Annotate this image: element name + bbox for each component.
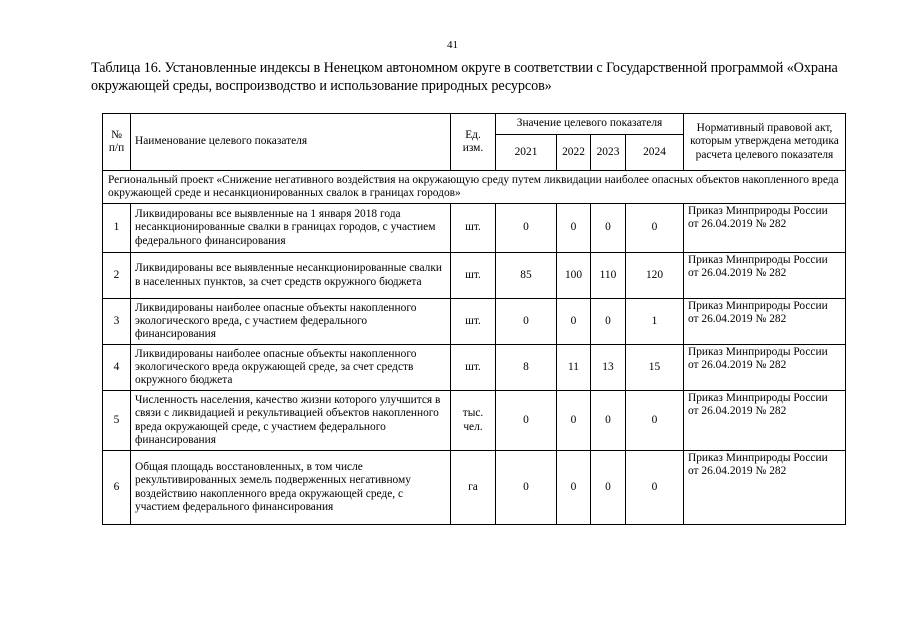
header-year: 2024 (626, 135, 684, 171)
table-row (103, 204, 846, 253)
indicator-name: Численность населения, качество жизни которого улучшится в связи с ликвидацией и рекультивацией объектов накопленного вреда окружающей среде, с участием федерального финансирования (131, 391, 451, 451)
value-2021: 0 (496, 299, 557, 345)
value-2023: 110 (591, 253, 626, 299)
value-2024: 1 (626, 299, 684, 345)
unit-cell: га (451, 451, 496, 525)
header-year: 2021 (496, 135, 557, 171)
row-number: 4 (103, 345, 131, 391)
value-2021: 0 (496, 391, 557, 451)
header-values-group: Значение целевого показателя (496, 114, 684, 135)
value-2024: 0 (626, 204, 684, 253)
header-num: № п/п (103, 114, 131, 171)
section-title: Региональный проект «Снижение негативного воздействия на окружающую среду путем ликвидации наиболее опасных объектов накопленного вреда окружающей среде и несанкционированных свалок в границах городов» (103, 171, 846, 204)
indicator-name: Общая площадь восстановленных, в том числе рекультивированных земель подверженных негативному воздействию накопленного вреда окружающей среде, с участием федерального финансирования (131, 451, 451, 525)
legal-act: Приказ Минприроды России от 26.04.2019 № 282 (684, 345, 846, 391)
unit-cell: шт. (451, 345, 496, 391)
value-2022: 11 (557, 345, 591, 391)
value-2021: 0 (496, 451, 557, 525)
table-row (103, 253, 846, 299)
value-2024: 0 (626, 451, 684, 525)
unit-cell: шт. (451, 204, 496, 253)
table-row (103, 391, 846, 451)
header-act: Нормативный правовой акт, которым утверждена методика расчета целевого показателя (684, 114, 846, 171)
row-number: 5 (103, 391, 131, 451)
table-row (103, 299, 846, 345)
unit-cell: шт. (451, 299, 496, 345)
value-2024: 0 (626, 391, 684, 451)
table-caption: Таблица 16. Установленные индексы в Ненецком автономном округе в соответствии с Государственной программой «Охрана окружающей среды, воспроизводство и использование природных ресурсов» (91, 60, 838, 94)
value-2023: 0 (591, 299, 626, 345)
header-unit: Ед. изм. (451, 114, 496, 171)
value-2021: 8 (496, 345, 557, 391)
unit-cell: шт. (451, 253, 496, 299)
legal-act: Приказ Минприроды России от 26.04.2019 № 282 (684, 451, 846, 525)
value-2022: 0 (557, 204, 591, 253)
legal-act: Приказ Минприроды России от 26.04.2019 № 282 (684, 204, 846, 253)
indicator-name: Ликвидированы наиболее опасные объекты накопленного экологического вреда окружающей среде, за счет средств окружного бюджета (131, 345, 451, 391)
value-2022: 100 (557, 253, 591, 299)
table-row (103, 345, 846, 391)
row-number: 6 (103, 451, 131, 525)
value-2022: 0 (557, 299, 591, 345)
value-2021: 0 (496, 204, 557, 253)
value-2023: 0 (591, 391, 626, 451)
header-year: 2022 (557, 135, 591, 171)
value-2022: 0 (557, 451, 591, 525)
legal-act: Приказ Минприроды России от 26.04.2019 № 282 (684, 391, 846, 451)
header-row-1 (103, 114, 846, 135)
value-2021: 85 (496, 253, 557, 299)
value-2023: 13 (591, 345, 626, 391)
unit-cell: тыс. чел. (451, 391, 496, 451)
header-name: Наименование целевого показателя (131, 114, 451, 171)
indicator-name: Ликвидированы все выявленные несанкционированные свалки в населенных пунктов, за счет средств окружного бюджета (131, 253, 451, 299)
legal-act: Приказ Минприроды России от 26.04.2019 № 282 (684, 253, 846, 299)
row-number: 3 (103, 299, 131, 345)
value-2024: 120 (626, 253, 684, 299)
value-2024: 15 (626, 345, 684, 391)
row-number: 1 (103, 204, 131, 253)
section-row (103, 171, 846, 204)
table-row (103, 451, 846, 525)
indicator-name: Ликвидированы все выявленные на 1 января 2018 года несанкционированные свалки в границах городов, с участием федерального финансирования (131, 204, 451, 253)
legal-act: Приказ Минприроды России от 26.04.2019 № 282 (684, 299, 846, 345)
header-year: 2023 (591, 135, 626, 171)
value-2023: 0 (591, 204, 626, 253)
value-2023: 0 (591, 451, 626, 525)
row-number: 2 (103, 253, 131, 299)
value-2022: 0 (557, 391, 591, 451)
indicator-name: Ликвидированы наиболее опасные объекты накопленного экологического вреда, с участием федерального финансирования (131, 299, 451, 345)
indicators-table (102, 113, 846, 525)
page-number: 41 (447, 39, 458, 51)
